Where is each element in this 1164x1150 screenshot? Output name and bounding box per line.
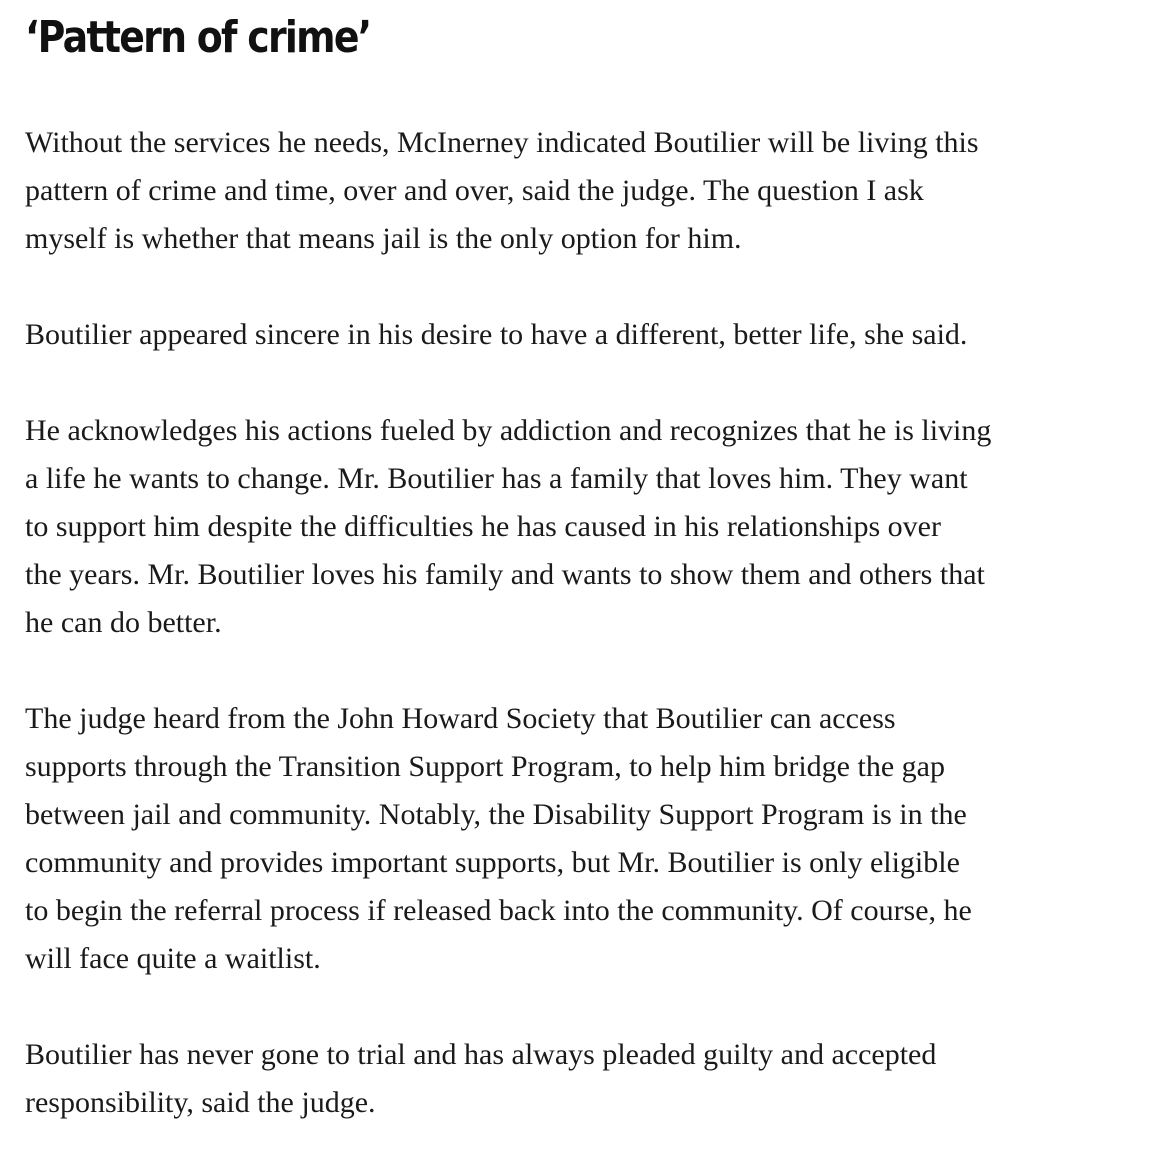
paragraph-line: a life he wants to change. Mr. Boutilier has a family that loves him. They want (25, 462, 968, 495)
paragraph-trial (25, 1031, 1155, 1127)
paragraph-line: to support him despite the difficulties he has caused in his relationships over (25, 510, 941, 543)
paragraph-line: responsibility, said the judge. (25, 1086, 376, 1119)
paragraph-john-howard (25, 695, 1155, 983)
paragraph-line: pattern of crime and time, over and over, said the judge. The question I ask (25, 174, 924, 207)
paragraph-line: Boutilier appeared sincere in his desire to have a different, better life, she said. (25, 318, 968, 351)
paragraph-addiction (25, 407, 1155, 647)
paragraph-line: supports through the Transition Support Program, to help him bridge the gap (25, 750, 945, 783)
paragraph-line: Boutilier has never gone to trial and has always pleaded guilty and accepted (25, 1038, 937, 1071)
paragraph-line: Without the services he needs, McInerney indicated Boutilier will be living this (25, 126, 979, 159)
article-body (25, 0, 1155, 1127)
paragraph-line: the years. Mr. Boutilier loves his family and wants to show them and others that (25, 558, 985, 591)
paragraph-line: myself is whether that means jail is the only option for him. (25, 222, 742, 255)
paragraph-line: will face quite a waitlist. (25, 942, 321, 975)
paragraph-line: between jail and community. Notably, the Disability Support Program is in the (25, 798, 967, 831)
paragraph-line: he can do better. (25, 606, 222, 639)
paragraph-line: He acknowledges his actions fueled by addiction and recognizes that he is living (25, 414, 992, 447)
paragraph-services (25, 119, 1155, 263)
paragraph-line: The judge heard from the John Howard Society that Boutilier can access (25, 702, 896, 735)
paragraph-sincere (25, 311, 1155, 359)
paragraph-line: to begin the referral process if released back into the community. Of course, he (25, 894, 972, 927)
section-heading: ‘Pattern of crime’ (25, 12, 371, 63)
paragraph-line: community and provides important supports, but Mr. Boutilier is only eligible (25, 846, 960, 879)
